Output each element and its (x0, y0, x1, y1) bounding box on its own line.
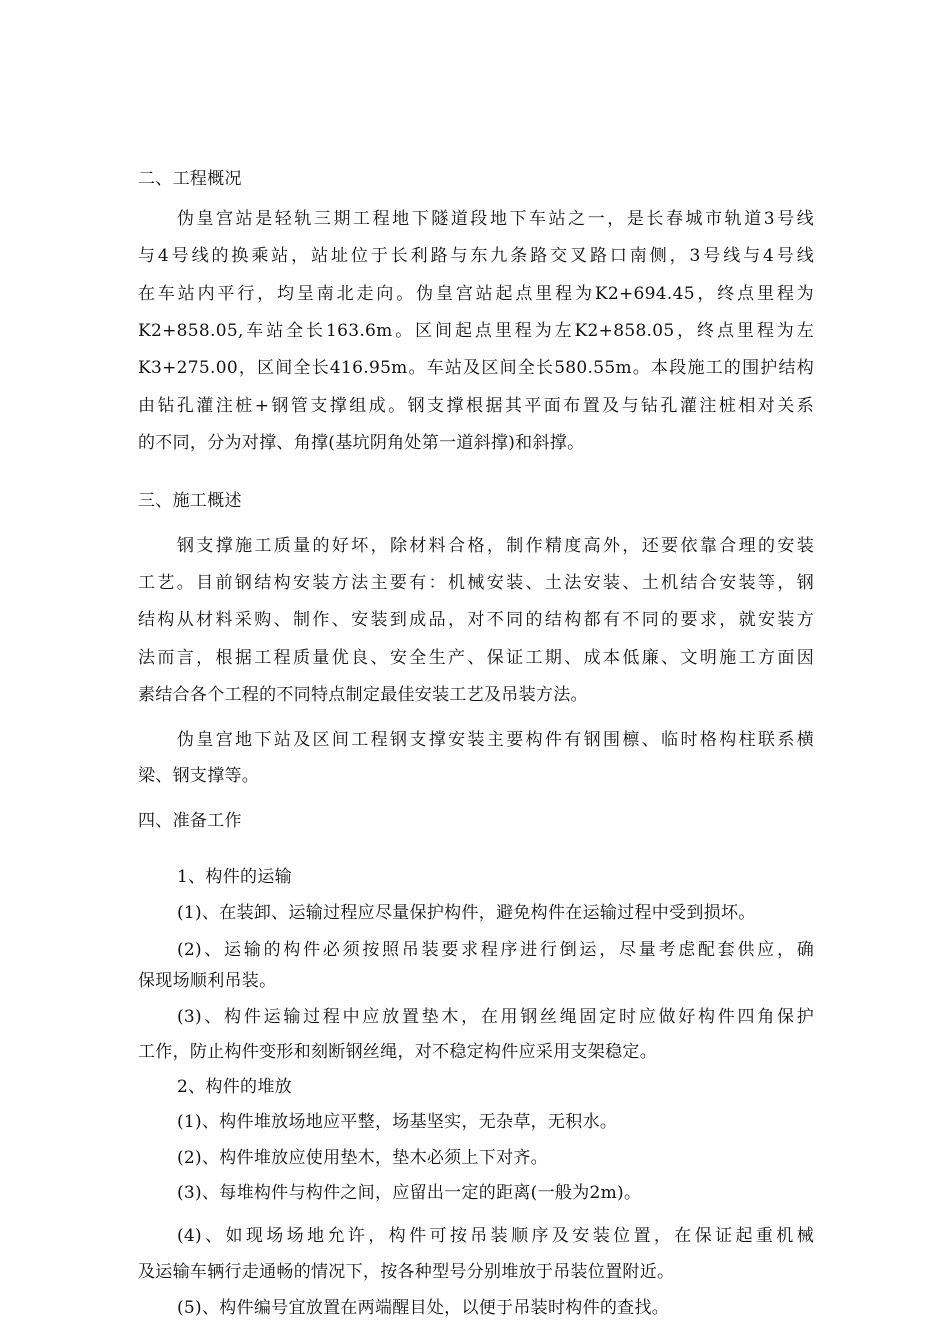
list-item: (4)、如现场场地允许，构件可按吊装顺序及安装位置，在保证起重机械 (177, 1226, 814, 1246)
list-item: (5)、构件编号宜放置在两端醒目处，以便于吊装时构件的查找。 (177, 1298, 670, 1318)
subsection-title-transport: 1、构件的运输 (177, 867, 292, 887)
paragraph-line: 伪皇宫站是轻轨三期工程地下隧道段地下车站之一，是长春城市轨道3号线 (177, 209, 814, 229)
list-item: 工作，防止构件变形和刻断钢丝绳，对不稳定构件应采用支架稳定。 (138, 1042, 657, 1062)
list-item: 保现场顺利吊装。 (138, 971, 277, 991)
section-heading-overview: 二、工程概况 (138, 169, 242, 189)
paragraph-line: 钢支撑施工质量的好坏，除材料合格，制作精度高外，还要依靠合理的安装 (177, 536, 814, 556)
list-item: (1)、在装卸、运输过程应尽量保护构件，避免构件在运输过程中受到损坏。 (177, 903, 756, 923)
section-heading-construction: 三、施工概述 (138, 491, 242, 511)
paragraph-line: 由钻孔灌注桩+钢管支撑组成。钢支撑根据其平面布置及与钻孔灌注桩相对关系 (138, 396, 814, 416)
paragraph-line: 法而言，根据工程质量优良、安全生产、保证工期、成本低廉、文明施工方面因 (138, 648, 814, 668)
paragraph-line: 结构从材料采购、制作、安装到成品，对不同的结构都有不同的要求，就安装方 (138, 610, 814, 630)
list-item: 及运输车辆行走通畅的情况下，按各种型号分别堆放于吊装位置附近。 (138, 1262, 675, 1282)
subsection-title-stacking: 2、构件的堆放 (177, 1077, 292, 1097)
paragraph-line: 梁、钢支撑等。 (138, 766, 260, 786)
list-item: (1)、构件堆放场地应平整，场基坚实，无杂草，无积水。 (177, 1112, 618, 1132)
list-item: (3)、构件运输过程中应放置垫木，在用钢丝绳固定时应做好构件四角保护 (177, 1007, 814, 1027)
list-item: (2)、运输的构件必须按照吊装要求程序进行倒运，尽量考虑配套供应，确 (177, 940, 814, 960)
paragraph-line: 素结合各个工程的不同特点制定最佳安装工艺及吊装方法。 (138, 685, 588, 705)
paragraph-line: 伪皇宫地下站及区间工程钢支撑安装主要构件有钢围檩、临时格构柱联系横 (177, 730, 814, 750)
paragraph-line: 工艺。目前钢结构安装方法主要有：机械安装、土法安装、土机结合安装等，钢 (138, 573, 814, 593)
paragraph-line: 在车站内平行，均呈南北走向。伪皇宫站起点里程为K2+694.45，终点里程为 (138, 284, 814, 304)
paragraph-line: K3+275.00，区间全长416.95m。车站及区间全长580.55m。本段施工的围护结构 (138, 358, 814, 378)
list-item: (3)、每堆构件与构件之间，应留出一定的距离(一般为2m)。 (177, 1183, 642, 1203)
paragraph-line: 与4号线的换乘站，站址位于长利路与东九条路交叉路口南侧，3号线与4号线 (138, 246, 814, 266)
section-heading-preparation: 四、准备工作 (138, 811, 242, 831)
list-item: (2)、构件堆放应使用垫木，垫木必须上下对齐。 (177, 1148, 548, 1168)
paragraph-line: K2+858.05,车站全长163.6m。区间起点里程为左K2+858.05，终点里程为左 (138, 321, 814, 341)
paragraph-line: 的不同，分为对撑、角撑(基坑阴角处第一道斜撑)和斜撑。 (138, 433, 585, 453)
